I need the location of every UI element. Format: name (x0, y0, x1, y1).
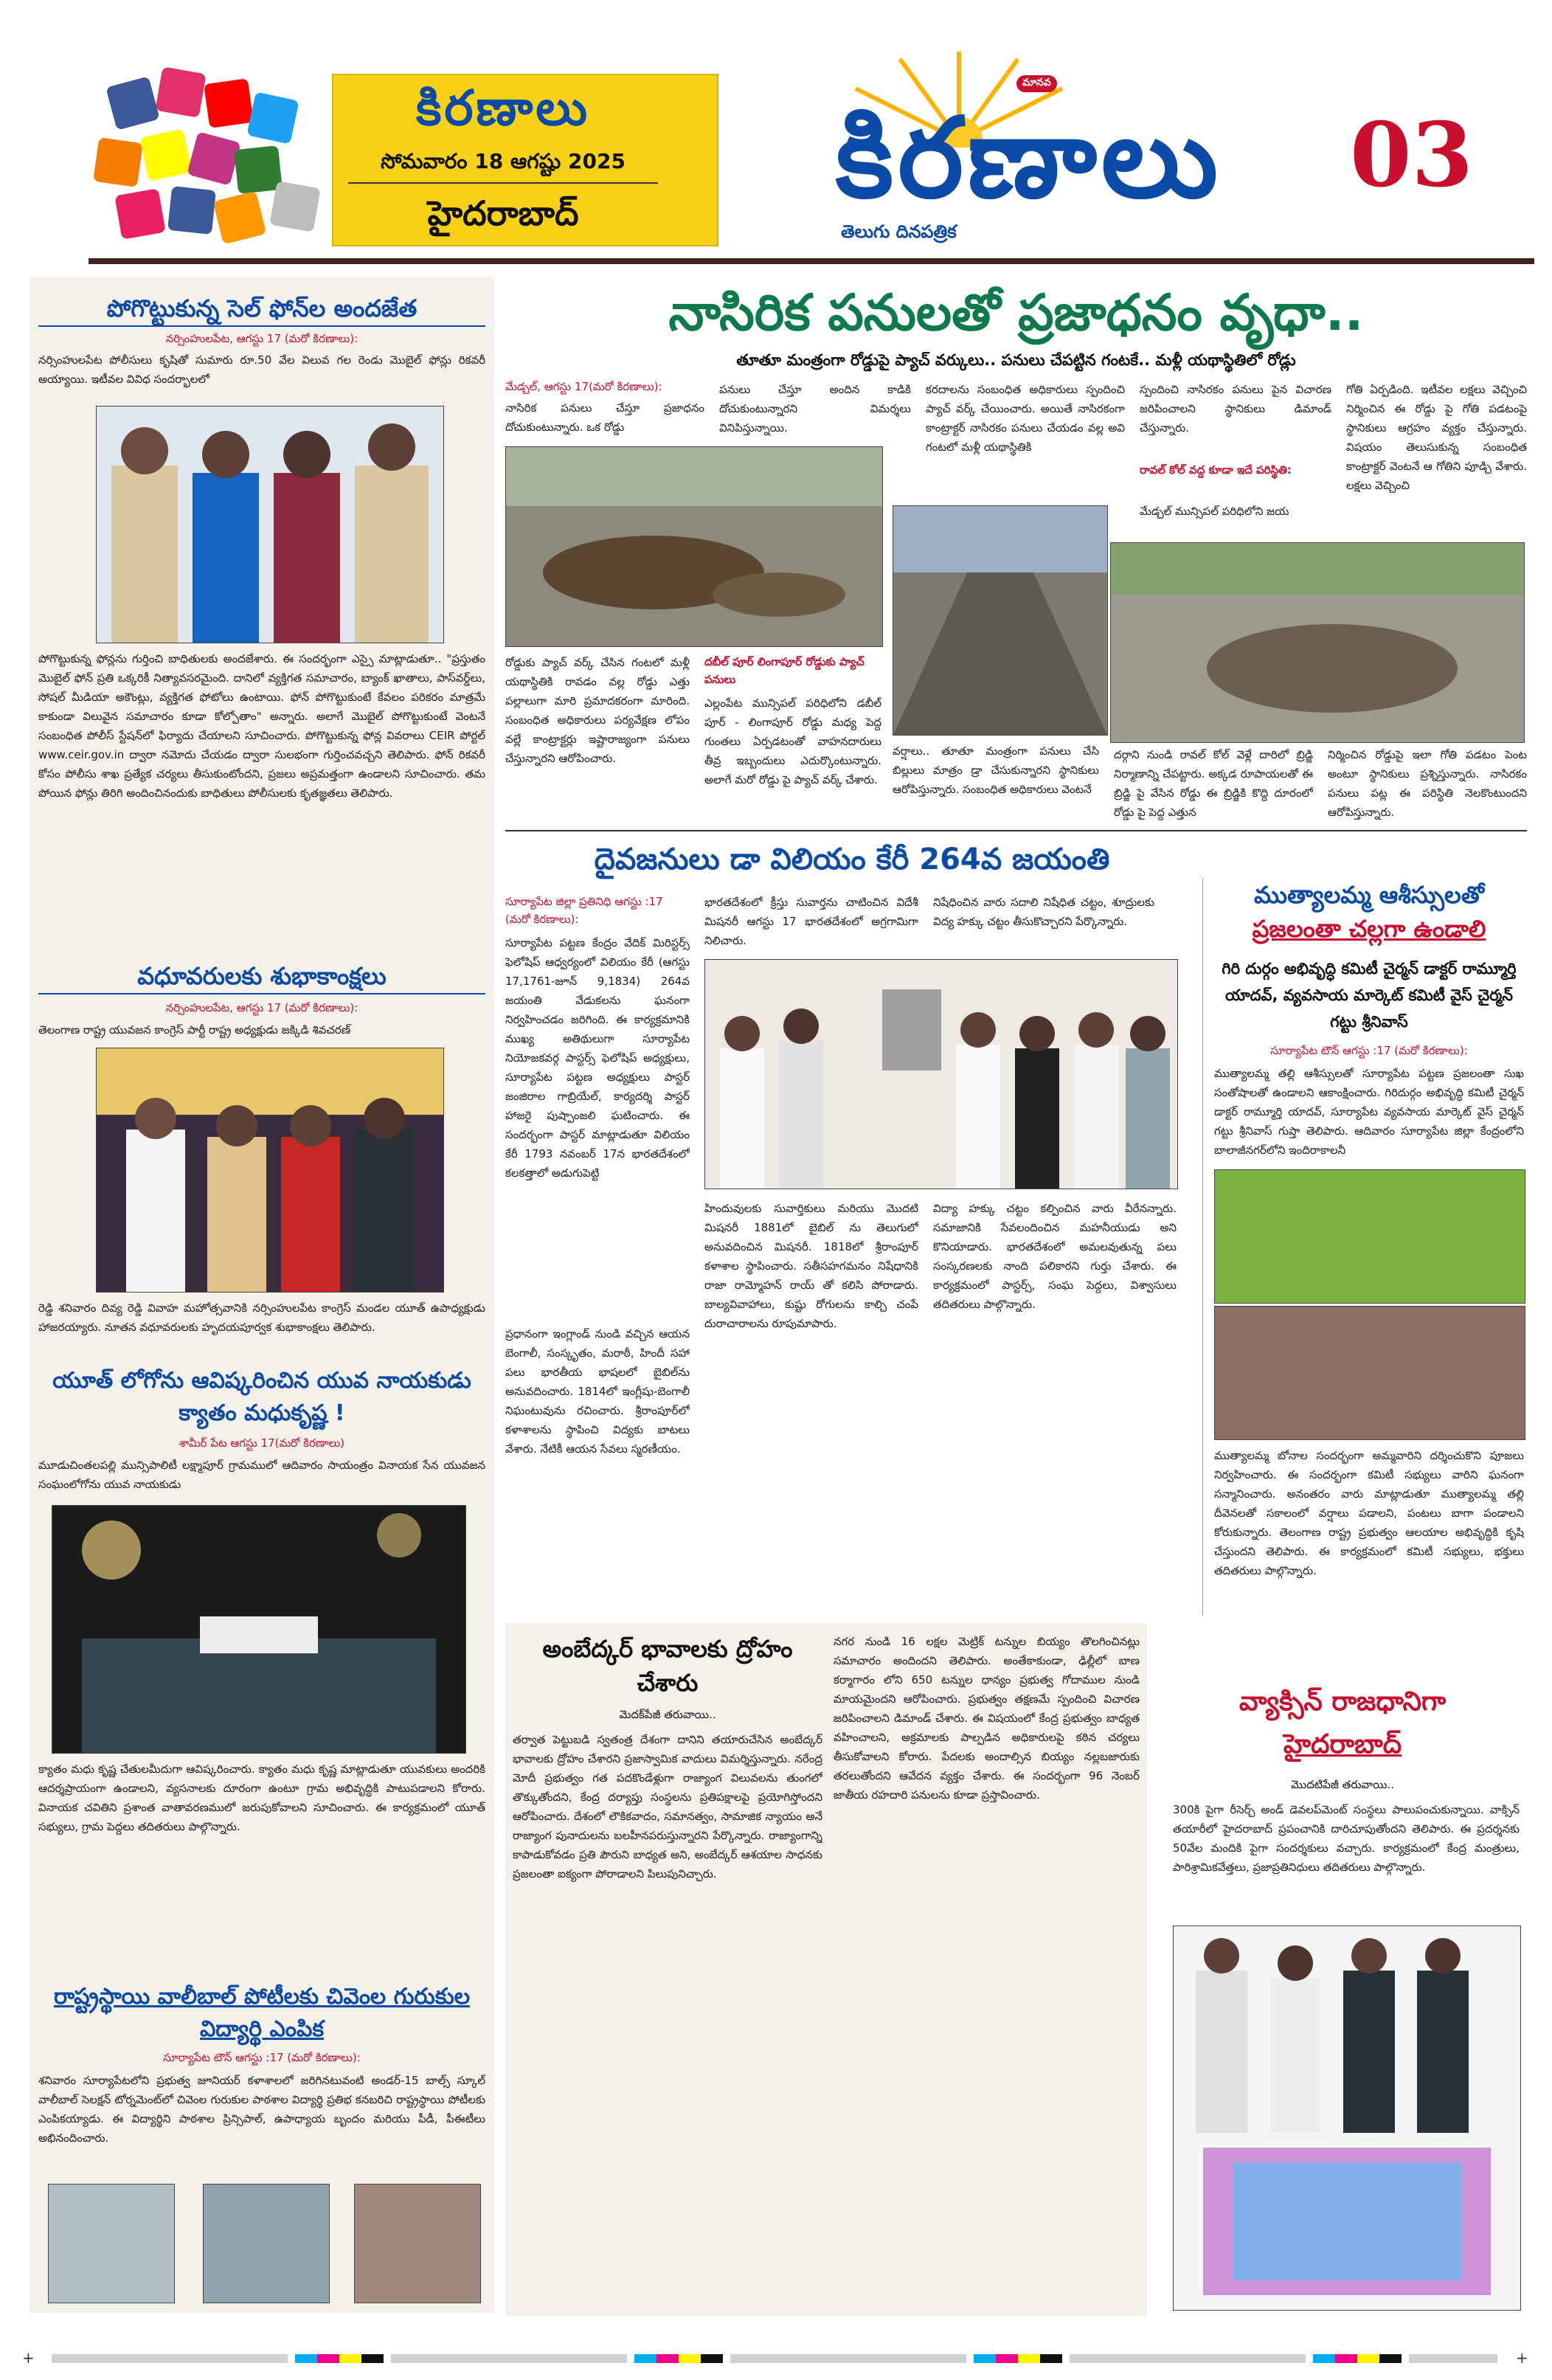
main-col-d2: మేడ్చల్ మున్సిపల్ పరిధిలోని జయ (1140, 505, 1289, 518)
mutyalamma-photo-1 (1214, 1169, 1525, 1304)
story1-body: పోగొట్టుకున్న ఫోన్లను గుర్తించి బాధితులకు అందజేశారు. ఈ సందర్భంగా ఎస్సై మాట్లాడుతూ.. "ప్రస్తుతం మొబైల్ ఫోన్ ప్రతి ఒక్కరికీ నిత్యావసరమైంది. దానిలో వ్యక్తిగత సమాచారం, బ్యాంక్ ఖాతాలు, పాస్‌వర్డ్‌లు, సోషల్ మీడియా అకౌంట్లు, వ్యక్తిగత ఫోటోలు ఉంటాయి. ఫోన్ పోగొట్టుకుంటే కేవలం పరికరం మాత్రమే కాకుండా విలువైన సమాచారం కూడా కోల్పోతాం" అన్నారు. అలాగే మొబైల్ పోగొట్టుకుంటే వెంటనే సంబంధిత పోలీస్ స్టేషన్‌లో ఫిర్యాదు చేయాలని సూచించారు. పోగొట్టుకున్న ఫోన్ల వివరాలు CEIR పోర్టల్ www.ceir.gov.in ద్వారా నమోదు చేయడం ద్వారా సులభంగా గుర్తించవచ్చని తెలిపారు. ఫోన్ రికవరీ కోసం పోలీసు శాఖ ప్రత్యేక చర్యలు తీసుకుంటోందని, ప్రజలు అప్రమత్తంగా ఉండాలని సూచించారు. తమ పోయిన ఫోన్లు తిరిగి అందించినందుకు బాధితులు పోలీసులకు కృతజ్ఞతలు తెలిపారు. (38, 652, 485, 800)
story3-byline: శామీర్ పేట ఆగస్టు 17(మరో కిరణాలు) (179, 1436, 344, 1450)
ambedkar-headline-2: చేశారు (637, 1669, 699, 1697)
story2-wedding-photo (96, 1048, 444, 1293)
ambedkar-col1: తర్వాత పెట్టుబడి స్వతంత్ర దేశంగా దానిని తయారుచేసిన అంబేద్కర్ భావాలకు ద్రోహం చేశారని ప్రజాస్వామిక వాదులు విమర్శిస్తున్నారు. నరేంద్ర మోదీ ప్రభుత్వం గత పదకొండేళ్లుగా రాజ్యాంగ విలువలను తుంగలో తొక్కుతోందని, కేంద్ర దర్యాప్తు సంస్థలను ప్రతిపక్షాలపై ప్రయోగిస్తోందని ఆరోపించారు. దేశంలో లౌకికవాదం, సమానత్వం, సామాజిక న్యాయం అనే రాజ్యాంగ పునాదులను బలహీనపరుస్తున్నారని పేర్కొన్నారు. రాజ్యాంగాన్ని కాపాడుకోవడం ప్రతి పౌరుని బాధ్యత అని, అంబేద్కర్ ఆశయాల సాధనకు ప్రజలంతా ఐక్యంగా పోరాడాలని పిలుపునిచ్చారు. (513, 1733, 822, 1881)
story1-photo (96, 406, 444, 643)
story2-body: రెడ్డి శనివారం దివ్య రెడ్డి వివాహ మహోత్సవానికి నర్సింహులపేట కాంగ్రెస్ మండల యూత్ ఉపాధ్యక్షుడు హాజరయ్యారు. నూతన వధూవరులకు హృదయపూర్వక శుభాకాంక్షలు తెలిపారు. (38, 1301, 485, 1334)
story4-body: శనివారం సూర్యాపేటలోని ప్రభుత్వ జూనియర్ కళాశాలలో జరిగినటువంటి అండర్-15 బాల్స్ స్కూల్ వాలీబాల్ సెలక్షన్ టోర్నమెంట్‌లో చివెంల గురుకుల పాఠశాల విద్యార్థి ప్రతిభ కనబరిచి రాష్ట్రస్థాయి పోటీలకు ఎంపికయ్యాడు. ఈ విద్యార్థిని పాఠశాల ప్రిన్సిపాల్, ఉపాధ్యాయ బృందం మరియు పీడీ, పీఈటీలు అభినందించారు. (38, 2074, 485, 2145)
mutyalamma-byline: సూర్యాపేట టౌన్ ఆగస్టు :17 (మరో కిరణాలు): (1270, 1044, 1468, 1057)
story1-byline: నర్సింహులపేట, ఆగస్టు 17 (మరో కిరణాలు): (165, 332, 358, 345)
main-row2-c: వర్షాలు.. తూతూ మంత్రంగా పనులు చేసి బిల్లులు మాత్రం డ్రా చేసుకున్నారని స్థానికులు ఆరోపిస్తున్నారు. సంబంధిత అధికారులు వెంటనే (893, 744, 1099, 796)
main-row2-e: నిర్మించిన రోడ్డుపై ఇలా గోతి పడటం పెంట అంటూ స్థానికులు ప్రశ్నిస్తున్నారు. నాసిరకం పనులు పట్ల ఈ పరిస్థితి నెలకొంటుందని ఆరోపిస్తున్నారు. (1328, 748, 1527, 819)
masthead-tagline: తెలుగు దినపత్రిక (841, 221, 957, 242)
story4-byline: సూర్యాపేట టౌన్ ఆగస్టు :17 (మరో కిరణాలు): (163, 2051, 361, 2064)
story3-body: క్యాతం మధు కృష్ణ చేతులమీదుగా ఆవిష్కరించారు. క్యాతం మధు కృష్ణ మాట్లాడుతూ యువకులు అందరికి ఆదర్శప్రాయంగా ఉండాలని, వ్యసనాలకు దూరంగా ఉంటూ గ్రామ అభివృద్ధికి పాటుపడాలని కోరారు. వినాయక చవితిని ప్రశాంత వాతావరణములో జరుపుకోవాలని సూచించారు. ఈ కార్యక్రమంలో యూత్ సభ్యులు, గ్రామ పెద్దలు తదితరులు పాల్గొన్నారు. (38, 1762, 485, 1833)
exhibition-visit-image (1174, 1926, 1520, 2310)
carey-headline: దైవజనులు డా విలియం కేరీ 264వ జయంతి (594, 843, 1110, 876)
masthead-city: హైదరాబాద్ (427, 193, 579, 233)
main-col-c: కరదాలను సంబంధిత అధికారులు స్పందించి ప్యాచ్ వర్క్ చేయించారు. అయితే నాసిరకంగా కాంట్రాక్టర్ నాసిరకం పనులు చేయడం వల్ల అవి గంటలో మళ్లీ యథాస్థితికి (926, 383, 1125, 454)
youth-group-night-image (52, 1506, 465, 1753)
mutyalamma-headline-2: ప్రజలంతా చల్లగా ఉండాలి (1252, 915, 1486, 943)
story3-headline: యూత్ లోగోను ఆవిష్కరించిన యువ నాయకుడు క్యాతం మధుకృష్ణ ! (52, 1368, 471, 1426)
vaccine-headline-1: వ్యాక్సిన్ రాజధానిగా (1239, 1687, 1447, 1717)
story3-lead: మూడుచింతలపల్లి మున్సిపాలిటీ లక్ష్మాపూర్ గ్రామములో ఆదివారం సాయంత్రం వినాయక సేన యువజన సంఘంలోగోను యువ నాయకుడు (38, 1459, 485, 1491)
carey-col1: సూర్యాపేట పట్టణ కేంద్రం వేదిక్ మిరిస్టర్స్ ఫెలోషిప్ ఆధ్వర్యంలో విలియం కేరీ (ఆగస్టు 17,1761-జూన్ 9,1834) 264వ జయంతి వేడుకలను ఘనంగా నిర్వహించడం జరిగింది. ఈ కార్యక్రమానికి ముఖ్య అతిథులుగా సూర్యాపేట నియోజకవర్గ పాస్టర్స్ ఫెలోషిప్ అధ్యక్షులు, సూర్యాపేట పట్టణ అధ్యక్షులు పాస్టర్ జంజిరాల గాబ్రియేల్, కార్యదర్శి పాస్టర్ హాజరై పుష్పాంజలి ఘటించారు. ఈ సందర్భంగా పాస్టర్ మాట్లాడుతూ విలియం కేరీ 1793 నవంబర్ 17న భారతదేశంలో కలకత్తాలో అడుగుపెట్టి (505, 936, 690, 1180)
story2-headline: వధూవరులకు శుభాకాంక్షలు (38, 959, 485, 994)
carey-col2: భారతదేశంలో క్రీస్తు సువార్తను చాటించిన విదేశీ మిషనరీ ఆగస్టు 17 భారతదేశంలో అగ్రగామిగా నిలిచారు. (704, 896, 918, 947)
story1-headline: పోగొట్టుకున్న సెల్ ఫోన్‌ల అందజేత (38, 291, 485, 327)
main-row2-a: రోడ్డుకు ప్యాచ్ వర్క్ చేసిన గంటలో మళ్లీ యథాస్థితికి రావడం వల్ల రోడ్డు ఎత్తు పల్లాలుగా మారి ప్రమాదకరంగా మారింది. సంబంధిత అధికారులు పర్యవేక్షణ లోపం వల్లే కాంట్రాక్టర్లు ఇష్టారాజ్యంగా పనులు చేస్తున్నారని ఆరోపించారు. (505, 656, 690, 765)
page-number: 03 (1350, 103, 1473, 207)
mutyalamma-body: ముత్యాలమ్మ బోనాల సందర్భంగా అమ్మవారిని దర్శించుకొని పూజలు నిర్వహించారు. ఈ సందర్భంగా కమిటీ సభ్యులు వారిని ఘనంగా సన్మానించారు. అనంతరం వారు మాట్లాడుతూ ముత్యాలమ్మ తల్లి దీవెనలతో సకాలంలో వర్షాలు పడాలని, పంటలు బాగా పండాలని కోరుకున్నారు. తెలంగాణ రాష్ట్ర ప్రభుత్వం ఆలయాల అభివృద్ధికి కృషి చేస్తుందని తెలిపారు. ఈ కార్యక్రమంలో కమిటీ సభ్యులు, భక్తులు తదితరులు పాల్గొన్నారు. (1214, 1449, 1524, 1577)
ambedkar-col2: నగర నుండి 16 లక్షల మెట్రిక్ టన్నుల బియ్యం తొలగించినట్లు సమాచారం అందిందని తెలిపారు. అంతేకాకుండా, ఢిల్లీలో బాణ కర్మాగారం లోని 650 టన్నుల ధాన్యం ప్రభుత్వ గోదాముల నుండి మాయమైందని ఆరోపించారు. ప్రభుత్వం తక్షణమే స్పందించి విచారణ జరిపించాలని డిమాండ్ చేశారు. ఈ విషయంలో కేంద్ర ప్రభుత్వం బాధ్యత వహించాలని, అక్రమాలకు పాల్పడిన అధికారులపై కఠిన చర్యలు తీసుకోవాలని కోరారు. పేదలకు అందాల్సిన బియ్యం నల్లబజారుకు తరలుతోందని ఆవేదన వ్యక్తం చేశారు. ఈ సందర్భంగా 96 నెంబర్ జాతీయ రహదారి పనులను కూడా ప్రస్తావించారు. (834, 1635, 1140, 1802)
carey-col1b: ప్రధానంగా ఇంగ్లాండ్ నుండి వచ్చిన ఆయన బెంగాలీ, సంస్కృతం, మరాఠీ, హిందీ సహా పలు భారతీయ భాషలలో బైబిల్‌ను అనువదించారు. 1814లో ఇంగ్లీషు-బెంగాలీ నిఘంటువును రచించారు. శ్రీరాంపూర్‌లో కళాశాలను స్థాపించి విద్యకు బాటలు వేశారు. నేటికీ ఆయన సేవలు స్మరణీయం. (505, 1327, 690, 1456)
masthead-big-title: కిరణాలు (835, 94, 1223, 223)
story2-byline: నర్సింహులపేట, ఆగస్టు 17 (మరో కిరణాలు): (165, 1001, 358, 1014)
damaged-road-image (506, 447, 882, 646)
mutyalamma-headline-1: ముత్యాలమ్మ ఆశీస్సులతో (1254, 881, 1484, 909)
main-subhead: తూతూ మంత్రంగా రోడ్డుపై ప్యాచ్ వర్కులు.. పనులు చేపట్టిన గంటకే.. మళ్లీ యథాస్థితిలో రోడ్లు (736, 351, 1296, 369)
masthead-bottom-rule (89, 258, 1534, 264)
main-col-d: స్పందించి నాసిరకం పనులు పైన విచారణ జరిపించాలని స్థానికులు డిమాండ్ చేస్తున్నారు. (1140, 383, 1331, 435)
people-with-phones-image (97, 407, 443, 643)
carey-col3: నిషేధించిన వారు సదాలి నిషేధిత చట్టం, శూద్రులకు విద్య హక్కు చట్టం తీసుకొచ్చారని పేర్కొన్నారు. (933, 896, 1154, 928)
carey-byline: సూర్యాపేట జిల్లా ప్రతినిధి ఆగస్టు :17 (మరో కిరణాలు): (505, 895, 663, 926)
main-col-d-subhead: రావల్ కోల్ వద్ద కూడా ఇదే పరిస్థితి: (1140, 463, 1292, 477)
masthead (0, 0, 1552, 273)
mutyalamma-lead: ముత్యాలమ్మ తల్లి ఆశీస్సులతో సూర్యాపేట పట్టణ ప్రజలంతా సుఖ సంతోషాలతో ఉండాలని ఆకాంక్షించారు. గిరిదుర్గం అభివృద్ధి కమిటీ చైర్మన్ డాక్టర్ రామ్మూర్తి యాదవ్, సూర్యాపేట వ్యవసాయ మార్కెట్ వైస్ చైర్మన్ గట్టు శ్రీనివాస్ గుప్తా తెలిపారు. ఆదివారం సూర్యాపేట జిల్లా కేంద్రంలోని బాలాజీనగర్‌లోని ఇందిరాకాలనీ (1214, 1067, 1524, 1157)
masthead-date: సోమవారం 18 ఆగష్టు 2025 (381, 149, 626, 173)
left-column (30, 277, 494, 2313)
main-col-a: నాసిరిక పనులు చేస్తూ ప్రజాధనం దోచుకుంటున్నారు. ఒక రోడ్డు (505, 401, 704, 434)
story1-lead: నర్సింహులపేట పోలీసులు కృషితో సుమారు రూ.50 వేల విలువ గల రెండు మొబైల్ ఫోన్లు రికవరీ అయ్యాయి. ఇటీవల వివిధ సందర్భాలలో (38, 353, 485, 386)
vaccine-story (1158, 1682, 1527, 2317)
vaccine-photo (1173, 1926, 1521, 2311)
story3-photo (52, 1505, 466, 1754)
masthead-date-box (332, 74, 718, 246)
main-col-e: గోతి ఏర్పడింది. ఇటీవల లక్షలు వెచ్చించి నిర్మించిన ఈ రోడ్డు పై గోతి పడటంపై స్థానికులు ఆగ్రహం వ్యక్తం చేస్తున్నారు. విషయం తెలుసుకున్న సంబంధిత కాంట్రాక్టర్ వెంటనే ఆ గోతిని పూడ్చి వేశారు. లక్షలు వెచ్చించి (1346, 383, 1527, 492)
main-col-b: పనులు చేస్తూ అందిన కాడికి దోచుకుంటున్నారని విమర్శలు వినిపిస్తున్నాయి. (719, 383, 911, 435)
vaccine-byline: మొదటిపేజీ తరువాయి.. (1291, 1778, 1394, 1791)
svg-text:+: + (22, 2350, 35, 2367)
mutyalamma-subhead: గిరి దుర్గం అభివృద్ధి కమిటీ చైర్మన్ డాక్టర్ రామ్మూర్తి యాదవ్, వ్యవసాయ మార్కెట్ కమిటీ వైస్ చైర్మన్ గట్టు శ్రీనివాస్ (1222, 960, 1517, 1031)
print-registration-strip (22, 2350, 1530, 2367)
main-road-photo-2 (893, 505, 1108, 736)
story4-photo-1 (48, 2184, 175, 2303)
carey-col2b: హిందువులకు సువార్తికులు మరియు మొదటి మిషనరీ 1881లో బైబిల్ ను తెలుగులో అనువదించిన మిషనరీ. 1818లో శ్రీరాంపూర్ కళాశాల స్థాపించారు. సతీసహగమనం నిషేధానికి రాజా రామ్మోహన్ రాయ్ తో కలిసి పోరాడారు. బాల్యవివాహాలు, కుష్టు రోగులను కాల్చి చంపే దురాచారాలను రూపుమాపారు. (704, 1202, 918, 1330)
carey-story (505, 834, 1199, 1601)
ambedkar-byline: మెదక్‌పేజీ తరువాయి.. (619, 1708, 716, 1721)
main-photo-caption: దబీల్ పూర్ లింగాపూర్ రోడ్డుకు ప్యాచ్ పనులు (704, 655, 865, 686)
ambedkar-headline-1: అంబేద్కర్ భావాలకు ద్రోహం (542, 1635, 793, 1663)
patched-road-image (893, 506, 1107, 735)
social-media-icons-illustration (89, 66, 339, 251)
main-row2-b: ఎల్లంపేట మున్సిపల్ పరిధిలోని డబీల్ పూర్ - లింగాపూర్ రోడ్డు మధ్య పెద్ద గుంతలు ఏర్పడటంతో వాహనదారులు తీవ్ర ఇబ్బందులు ఎదుర్కొంటున్నారు. అలాగే మరో రోడ్డు పై ప్యాచ్ వర్క్ చేశారు. (704, 696, 881, 786)
wedding-couple-image (97, 1048, 443, 1292)
masthead-small-title: కిరణాలు (415, 80, 591, 136)
story4-headline: రాష్ట్రస్థాయి వాలీబాల్ పోటీలకు చివెంల గురుకుల విద్యార్థి ఎంపిక (53, 1984, 471, 2042)
ambedkar-story (505, 1623, 1147, 2317)
main-byline: మేడ్చల్, ఆగస్టు 17(మరో కిరణాలు): (505, 380, 662, 393)
color-registration-marks (22, 2350, 1530, 2367)
svg-text:+: + (1516, 2350, 1528, 2367)
story4-photo-3 (354, 2184, 481, 2303)
masthead-badge: మానవ (1016, 75, 1057, 92)
main-headline: నాసిరిక పనులతో ప్రజాధనం వృధా.. (668, 284, 1364, 342)
pothole-road-image (1111, 543, 1524, 742)
pastors-group-image (705, 960, 1177, 1189)
main-road-photo-3 (1110, 542, 1525, 743)
vaccine-headline-2: హైదరాబాద్ (1283, 1729, 1402, 1760)
vaccine-body: 300కి పైగా రీసెర్చ్ అండ్ డెవలప్‌మెంట్ సంస్థలు పాలుపంచుకున్నాయి. వాక్సిన్ తయారీలో హైదరాబాద్ ప్రపంచానికి దారిచూపుతోందని తెలిపారు. ఈ ప్రదర్శనకు 50వేల మందికి పైగా సందర్శకులు వచ్చారు. కార్యక్రమంలో కేంద్ర మంత్రులు, పారిశ్రామికవేత్తలు, ప్రజాప్రతినిధులు తదితరులు పాల్గొన్నారు. (1173, 1803, 1520, 1874)
story2-lead: తెలంగాణ రాష్ట్ర యువజన కాంగ్రెస్ పార్టీ రాష్ట్ర అధ్యక్షుడు జక్కిడి శివచరణ్ (38, 1023, 351, 1037)
main-road-photo-1 (505, 446, 883, 647)
carey-col3b: విద్యా హక్కు చట్టం కల్పించిన వారు వీరేనన్నారు. సమాజానికి సేవలందించిన మహనీయుడు అని కొనియాడారు. భారతదేశంలో అమలవుతున్న పలు సంస్కరణలకు నాంది పలికారని గుర్తు చేశారు. ఈ కార్యక్రమంలో పాస్టర్స్, సంఘ పెద్దలు, విశ్వాసులు తదితరులు పాల్గొన్నారు. (933, 1202, 1177, 1311)
story4-photo-2 (203, 2184, 330, 2303)
mutyalamma-photo-2 (1214, 1306, 1525, 1440)
main-row2-d: దర్గాని నుండి రావల్ కోల్ వెళ్లే దారిలో బ్రిడ్జి నిర్మాణాన్ని చేపట్టారు. అక్కడ రూపాయలతో ఈ బ్రిడ్జి పై వేసిన రోడ్డు ఈ బ్రిడ్జికి కొద్ది దూరంలో రోడ్డు పై పెద్ద ఎత్తున (1114, 748, 1313, 819)
carey-group-photo (704, 959, 1178, 1189)
mutyalamma-story (1202, 878, 1528, 1616)
